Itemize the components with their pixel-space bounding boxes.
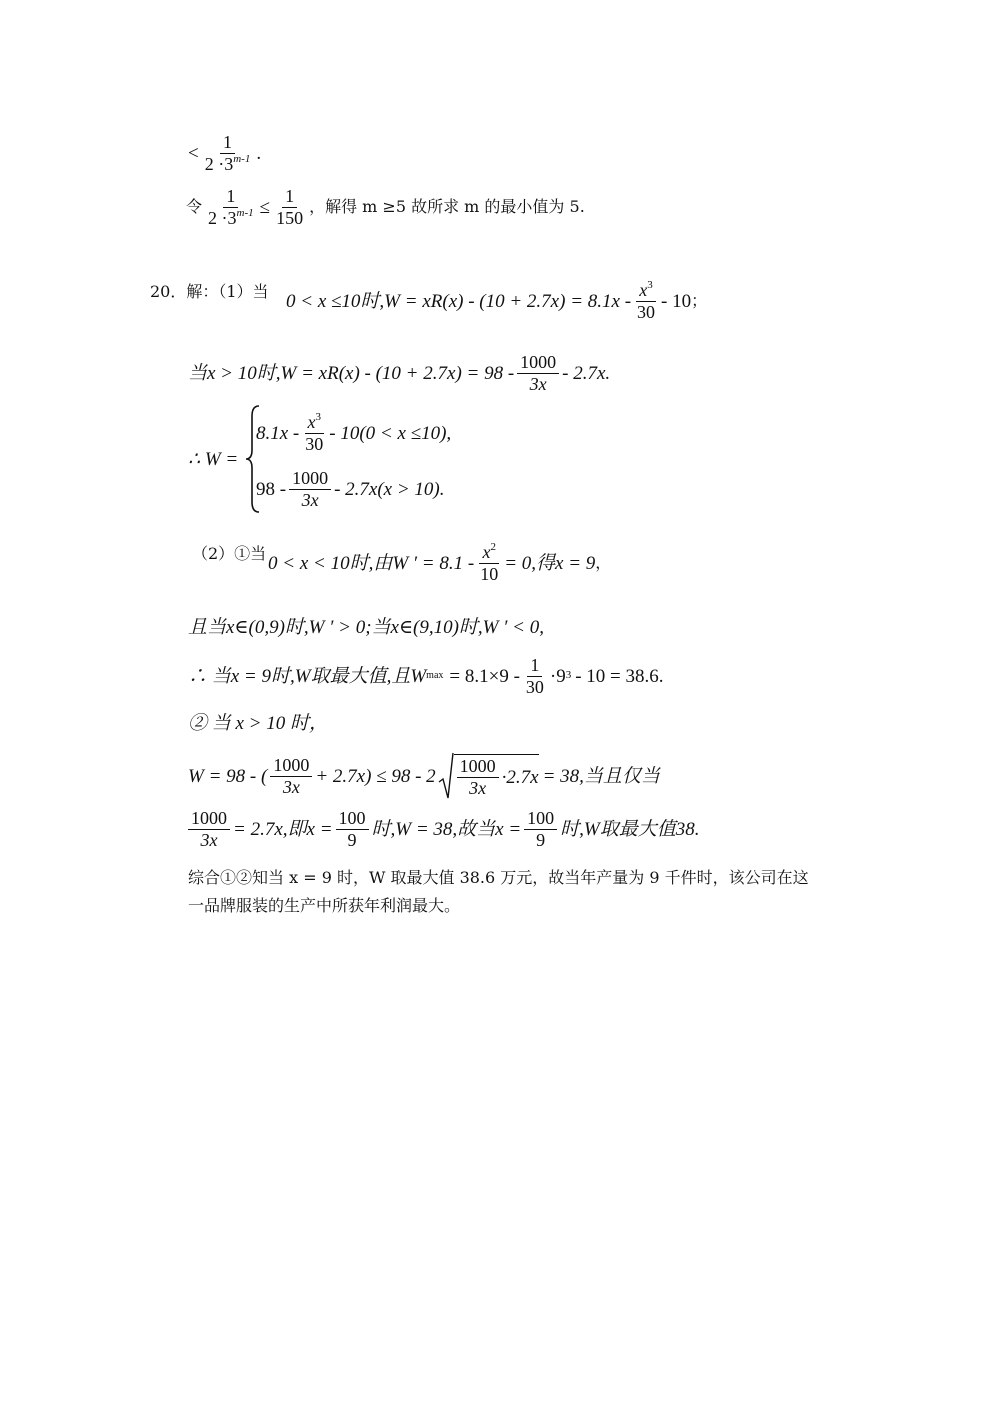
- monotonicity-line: 且当x∈(0,9)时,W ′ > 0;当x∈(9,10)时,W ′ < 0,: [188, 617, 544, 638]
- w-expr-line-2: 当x > 10时,W = xR(x) - (10 + 2.7x) = 98 - $\frac{1000}{3x}$ - 2.7x.: [188, 352, 611, 394]
- piecewise-lead: ∴ W =: [188, 449, 239, 470]
- fraction: $\frac{x^2}{10}$: [480, 541, 499, 584]
- ineq-line-1: < $\frac{1}{2 \cdot 3^{m-1}}$ .: [188, 132, 262, 174]
- derivative-line: 0 < x < 10时,由W ′ = 8.1 - $\frac{x^2}{10}$ = 0,得x = 9 ，: [268, 541, 612, 584]
- sqrt-content: $\frac{1000}{3x}$ ·2.7x: [454, 754, 539, 798]
- fraction: $\frac{1000}{3x}$: [270, 755, 312, 797]
- summary-line-2: 一品牌服装的生产中所获年利润最大。: [188, 896, 461, 915]
- max-value-line: ∴ 当x = 9时,W取最大值,且W max = 8.1×9 - $\frac{1}{30}$ ·9 $^3$ - 10 = 38.6.: [188, 655, 664, 697]
- fraction: $\frac{100}{9}$: [524, 808, 557, 850]
- fraction: $\frac{1000}{3x}$: [289, 468, 331, 510]
- case-two-line: ② 当 x > 10 时，: [188, 713, 329, 734]
- piecewise-row-1: 8.1x - $\frac{x^3}{30}$ - 10(0 < x ≤10),: [256, 411, 452, 454]
- summary-line-1: 综合①②知当 x = 9 时，W 取最大值 38.6 万元，故当年产量为 9 千件时，该公司在这: [188, 868, 809, 887]
- fraction: $\frac{1}{2 \cdot 3^{m-1}}$: [204, 132, 251, 174]
- fraction: $\frac{1}{2 \cdot 3^{m-1}}$: [208, 186, 254, 228]
- fraction: $\frac{1000}{3x}$: [188, 808, 230, 850]
- ineq-line-2: 令 $\frac{1}{2 \cdot 3^{m-1}}$ ≤ $\frac{1}{150}$ ，解得 m ≥5 故所求 m 的最小值为 5.: [186, 186, 585, 228]
- w-expr-line-1: 0 < x ≤10时,W = xR(x) - (10 + 2.7x) = 8.1x - $\frac{x^3}{30}$ - 10 ；: [286, 279, 708, 322]
- fraction: $\frac{x^3}{30}$: [637, 279, 656, 322]
- solution-header: 20．解：（1）当: [150, 282, 269, 301]
- equality-line: $\frac{1000}{3x}$ = 2.7x,即x = $\frac{100}{9}$ 时,W = 38,故当x = $\frac{100}{9}$ 时,W取最大值38.: [188, 808, 700, 850]
- fraction: $\frac{x^3}{30}$: [305, 411, 324, 454]
- piecewise-row-2: 98 - $\frac{1000}{3x}$ - 2.7x(x > 10).: [256, 468, 445, 510]
- part2-header: （2）①当: [192, 544, 267, 563]
- fraction: $\frac{1000}{3x}$: [517, 352, 559, 394]
- fraction: $\frac{1}{150}$: [276, 186, 304, 228]
- fraction: $\frac{1000}{3x}$: [457, 756, 499, 798]
- fraction: $\frac{100}{9}$: [336, 808, 369, 850]
- am-gm-line: W = 98 - ( $\frac{1000}{3x}$ + 2.7x) ≤ 98 - 2 $\frac{1000}{3x}$ ·2.7x = 38,当且仅当: [188, 752, 660, 800]
- sqrt-sign: [438, 752, 454, 800]
- lt-sign: <: [188, 142, 199, 164]
- fraction: $\frac{1}{30}$: [525, 655, 544, 697]
